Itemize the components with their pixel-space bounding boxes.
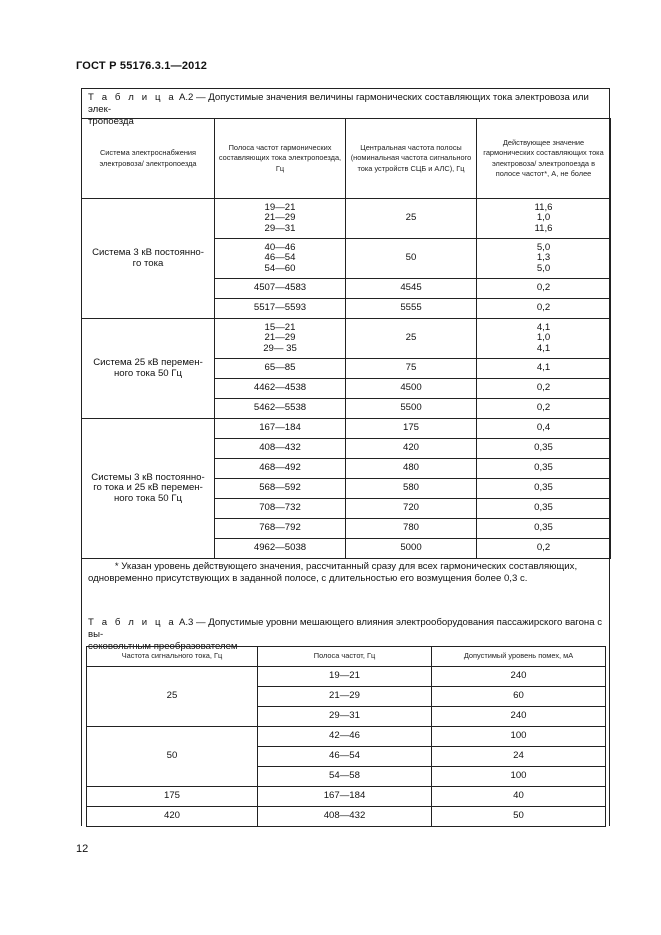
table-a2-caption-prefix: Т а б л и ц а: [88, 92, 177, 103]
band-cell: 708—732: [215, 499, 346, 519]
band-cell: 42—46: [258, 727, 432, 747]
freq-cell: 175: [87, 787, 258, 807]
footnote-line: одновременно присутствующих в заданной полосе, с длительностью его возмущения более 0,3 с.: [88, 573, 528, 584]
band-cell: 408—432: [215, 439, 346, 459]
level-cell: 240: [432, 667, 606, 687]
center-cell: 420: [346, 439, 477, 459]
center-cell: 25: [346, 319, 477, 359]
value-cell: 0,2: [477, 539, 611, 559]
value-cell: 0,35: [477, 459, 611, 479]
table-a2-header-band: Полоса частот гармонических составляющих тока электропоезда, Гц: [215, 119, 346, 199]
level-cell: 24: [432, 747, 606, 767]
value-cell: 0,35: [477, 519, 611, 539]
value-cell: 0,35: [477, 499, 611, 519]
table-a2-caption-line2: тропоезда: [88, 116, 134, 127]
system-cell: Системы 3 кВ постоянно- го тока и 25 кВ перемен- ного тока 50 Гц: [82, 419, 215, 559]
band-cell: 54—58: [258, 767, 432, 787]
band-cell: 46—54: [258, 747, 432, 767]
table-a2-footnote: [88, 561, 604, 585]
level-cell: 100: [432, 767, 606, 787]
table-a3-caption-line2: соковольтным преобразователем: [88, 641, 238, 652]
value-cell: 5,0 1,3 5,0: [477, 239, 611, 279]
freq-cell: 50: [87, 727, 258, 787]
system-cell: Система 3 кВ постоянно- го тока: [82, 199, 215, 319]
center-cell: 720: [346, 499, 477, 519]
freq-cell: 420: [87, 807, 258, 827]
footnote-line: * Указан уровень действующего значения, рассчитанный сразу для всех гармонических составляющих,: [114, 561, 578, 572]
band-cell: 4962—5038: [215, 539, 346, 559]
level-cell: 40: [432, 787, 606, 807]
band-cell: 4507—4583: [215, 279, 346, 299]
table-a3: [86, 646, 606, 827]
table-row: [87, 807, 606, 827]
value-cell: 4,1: [477, 359, 611, 379]
table-a3-header-level: Допустимый уровень помех, мА: [432, 647, 606, 667]
center-cell: 780: [346, 519, 477, 539]
center-cell: 4545: [346, 279, 477, 299]
band-cell: 19—21: [258, 667, 432, 687]
center-cell: 4500: [346, 379, 477, 399]
table-row: [82, 319, 611, 359]
table-a2-header-system: Система электроснабжения электровоза/ электропоезда: [82, 119, 215, 199]
band-cell: 468—492: [215, 459, 346, 479]
band-cell: 15—21 21—29 29— 35: [215, 319, 346, 359]
center-cell: 175: [346, 419, 477, 439]
value-cell: 0,35: [477, 439, 611, 459]
band-cell: 4462—4538: [215, 379, 346, 399]
band-cell: 408—432: [258, 807, 432, 827]
value-cell: 11,6 1,0 11,6: [477, 199, 611, 239]
table-a3-caption-line1: А.3 — Допустимые уровни мешающего влияния электрооборудования пассажирского вагона с вы-: [88, 617, 603, 640]
band-cell: 40—46 46—54 54—60: [215, 239, 346, 279]
table-a3-header-band: Полоса частот, Гц: [258, 647, 432, 667]
band-cell: 5462—5538: [215, 399, 346, 419]
center-cell: 480: [346, 459, 477, 479]
band-cell: 167—184: [258, 787, 432, 807]
band-cell: 19—21 21—29 29—31: [215, 199, 346, 239]
band-cell: 568—592: [215, 479, 346, 499]
table-a2-header-value: Действующее значение гармонических составляющих тока электровоза/ электропоезда в полосе частот*, А, не более: [477, 119, 611, 199]
band-cell: 768—792: [215, 519, 346, 539]
center-cell: 75: [346, 359, 477, 379]
system-cell: Система 25 кВ перемен- ного тока 50 Гц: [82, 319, 215, 419]
table-a3-caption-prefix: Т а б л и ц а: [88, 617, 177, 628]
table-row: [87, 727, 606, 747]
level-cell: 50: [432, 807, 606, 827]
center-cell: 5000: [346, 539, 477, 559]
value-cell: 0,35: [477, 479, 611, 499]
level-cell: 100: [432, 727, 606, 747]
center-cell: 50: [346, 239, 477, 279]
band-cell: 21—29: [258, 687, 432, 707]
value-cell: 0,4: [477, 419, 611, 439]
band-cell: 65—85: [215, 359, 346, 379]
table-a2-header-center: Центральная частота полосы (номинальная частота сигнального тока устройств СЦБ и АЛС), Гц: [346, 119, 477, 199]
level-cell: 60: [432, 687, 606, 707]
value-cell: 0,2: [477, 299, 611, 319]
center-cell: 5555: [346, 299, 477, 319]
value-cell: 4,1 1,0 4,1: [477, 319, 611, 359]
level-cell: 240: [432, 707, 606, 727]
freq-cell: 25: [87, 667, 258, 727]
center-cell: 580: [346, 479, 477, 499]
band-cell: 5517—5593: [215, 299, 346, 319]
table-a2-caption-line1: А.2 — Допустимые значения величины гармонических составляющих тока электровоза или элек-: [88, 92, 589, 115]
table-row: [82, 419, 611, 439]
document-code: ГОСТ Р 55176.3.1—2012: [76, 60, 208, 72]
value-cell: 0,2: [477, 379, 611, 399]
value-cell: 0,2: [477, 279, 611, 299]
center-cell: 5500: [346, 399, 477, 419]
band-cell: 29—31: [258, 707, 432, 727]
value-cell: 0,2: [477, 399, 611, 419]
table-row: [82, 199, 611, 239]
table-a3-header-freq: Частота сигнального тока, Гц: [87, 647, 258, 667]
page-number: 12: [76, 843, 89, 855]
table-a2: [81, 118, 611, 559]
table-row: [87, 787, 606, 807]
center-cell: 25: [346, 199, 477, 239]
table-row: [87, 667, 606, 687]
band-cell: 167—184: [215, 419, 346, 439]
